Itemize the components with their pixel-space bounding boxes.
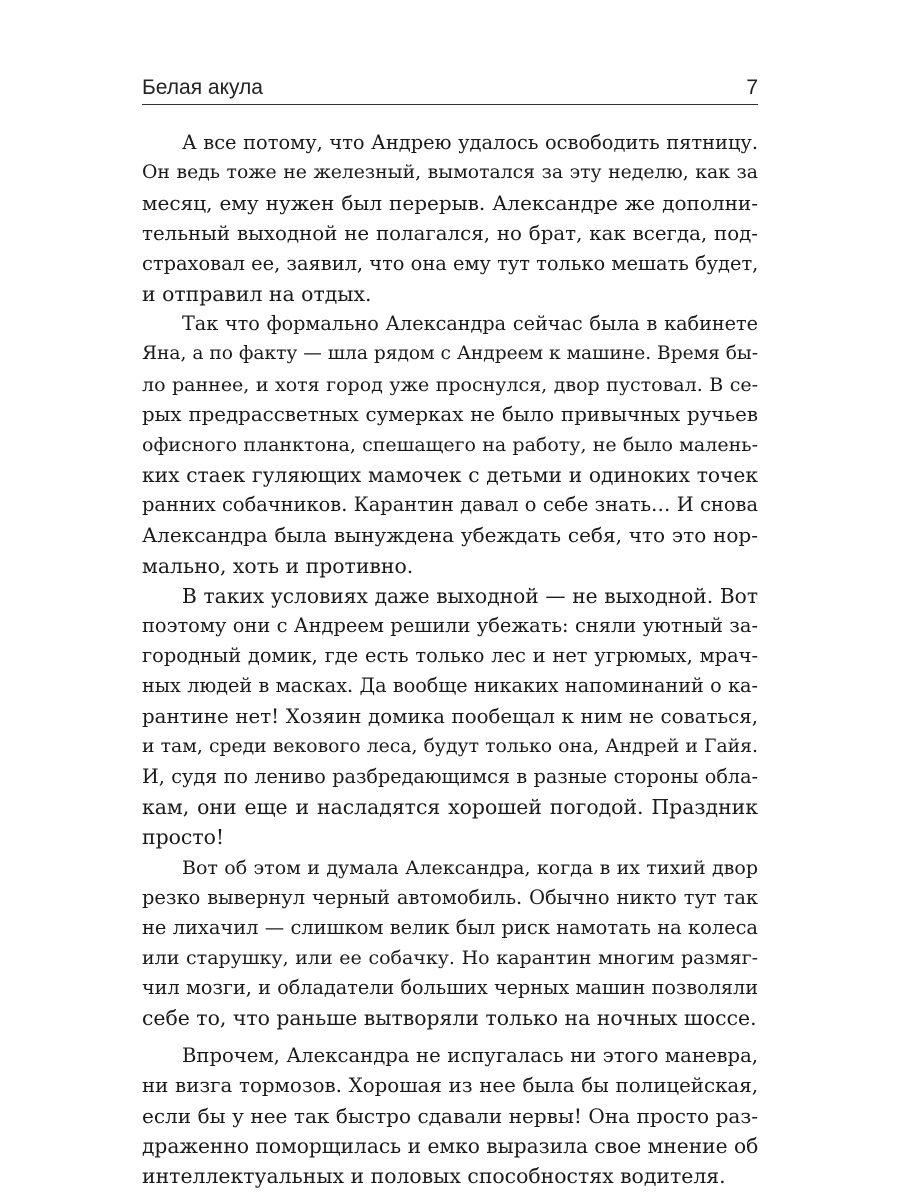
text-line: и там, среди векового леса, будут только она, Андрей и Гайя. [142, 735, 758, 757]
running-header [142, 74, 758, 104]
book-title: Белая акула [142, 76, 263, 99]
text-line: Вот об этом и думала Александра, когда в их тихий двор [182, 856, 758, 879]
paragraph [142, 1041, 758, 1192]
paragraph [142, 128, 758, 309]
text-line: просто! [142, 825, 225, 850]
page-number: 7 [746, 76, 758, 99]
text-line: не лихачил — слишком велик был риск намотать на колеса [142, 915, 758, 939]
paragraph [142, 853, 758, 1034]
text-line: чил мозги, и обладатели больших черных машин позволяли [142, 976, 758, 1000]
text-line: И, судя по лениво разбредающимся в разные стороны обла- [142, 764, 758, 788]
body-text [142, 128, 758, 1192]
text-line: Он ведь тоже не железный, вымотался за эту неделю, как за [142, 162, 758, 184]
text-line: ранних собачников. Карантин давал о себе знать… И снова [142, 493, 758, 517]
text-line: А все потому, что Андрею удалось освободить пятницу. [182, 131, 758, 154]
text-line: Впрочем, Александра не испугалась ни этого маневра, [182, 1043, 758, 1067]
text-line: поэтому они с Андреем решили убежать: сняли уютный за- [142, 614, 758, 637]
text-line: если бы у нее так быстро сдавали нервы! Она просто раз- [142, 1104, 758, 1128]
text-line: тельный выходной не полагался, но брат, как всегда, под- [142, 221, 758, 245]
text-line: Яна, а по факту — шла рядом с Андреем к машине. Время бы- [142, 343, 758, 365]
text-line: Так что формально Александра сейчас была в кабинете [182, 312, 758, 336]
text-line: ных людей в масках. Да вообще никаких напоминаний о ка- [142, 674, 758, 698]
text-line: месяц, ему нужен был перерыв. Александре же дополни- [142, 191, 758, 216]
text-line: Александра была вынуждена убеждать себя, что это нор- [142, 523, 758, 548]
header-rule [142, 104, 758, 105]
text-line: ло раннее, и хотя город уже проснулся, двор пустовал. В се- [142, 373, 758, 396]
text-line: рых предрассветных сумерках не было привычных ручьев [142, 402, 758, 426]
text-line: резко вывернул черный автомобиль. Обычно никто тут так [142, 885, 758, 909]
paragraph [142, 581, 758, 853]
text-line: кам, они еще и насладятся хорошей погодой. Праздник [142, 795, 758, 820]
section-gap [142, 1034, 758, 1041]
text-line: офисного планктона, спешащего на работу, не было малень- [142, 433, 758, 456]
text-line: В таких условиях даже выходной — не выходной. Вот [182, 583, 758, 608]
text-line: драженно поморщилась и емко выразила свое мнение об [142, 1134, 759, 1159]
text-line: себе то, что раньше вытворяли только на ночных шоссе. [142, 1006, 757, 1031]
text-line: мально, хоть и противно. [142, 553, 414, 578]
text-line: ни визга тормозов. Хорошая из нее была бы полицейская, [142, 1073, 758, 1097]
text-line: рантине нет! Хозяин домика пообещал к ним не соваться, [142, 704, 758, 728]
text-line: и отправил на отдых. [142, 281, 372, 306]
text-line: городный домик, где есть только лес и нет угрюмых, мрач- [142, 644, 758, 668]
text-line: страховал ее, заявил, что она ему тут только мешать будет, [142, 251, 759, 275]
paragraph [142, 309, 758, 581]
text-line: интеллектуальных и половых способностях водителя. [142, 1164, 726, 1189]
text-line: или старушку, или ее собачку. Но карантин многим размяг- [142, 947, 758, 970]
text-line: ких стаек гуляющих мамочек с детьми и одиноких точек [142, 463, 758, 488]
